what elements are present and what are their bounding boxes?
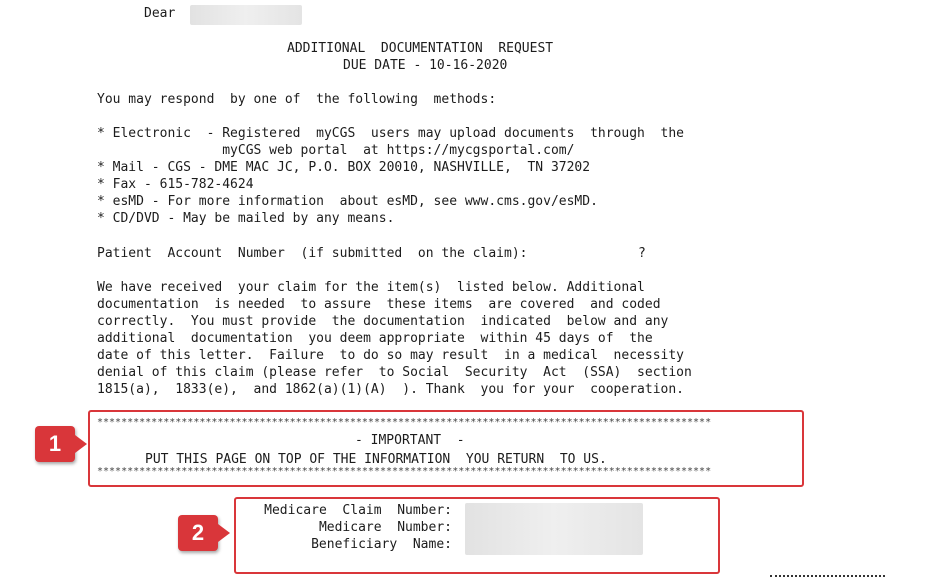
method-line: * Mail - CGS - DME MAC JC, P.O. BOX 20010, NASHVILLE, TN 37202	[97, 160, 591, 175]
beneficiary-name-label: Beneficiary Name:	[311, 537, 452, 552]
method-line: * esMD - For more information about esMD, see www.cms.gov/esMD.	[97, 194, 598, 209]
redacted-recipient-name	[190, 5, 302, 25]
body-paragraph	[97, 279, 692, 398]
patient-account-label: Patient Account Number (if submitted on the claim):	[97, 246, 528, 261]
body-line: date of this letter. Failure to do so may result in a medical necessity	[97, 348, 684, 363]
medicare-claim-number-label: Medicare Claim Number:	[264, 503, 452, 518]
methods-list	[97, 125, 684, 227]
body-line: We have received your claim for the item(s) listed below. Additional	[97, 280, 645, 295]
method-line: * CD/DVD - May be mailed by any means.	[97, 211, 395, 226]
body-line: documentation is needed to assure these items are covered and coded	[97, 297, 661, 312]
important-instruction: PUT THIS PAGE ON TOP OF THE INFORMATION YOU RETURN TO US.	[145, 452, 607, 467]
body-line: denial of this claim (please refer to Social Security Act (SSA) section	[97, 365, 692, 380]
medicare-number-label: Medicare Number:	[318, 520, 452, 535]
stars-divider-bottom: ******************************************************************************************************	[97, 467, 712, 477]
callout-badge-1: 1	[35, 426, 75, 462]
important-highlight-box	[88, 410, 804, 487]
callout-badge-2: 2	[178, 515, 218, 551]
salutation: Dear	[144, 6, 176, 21]
beneficiary-highlight-box	[234, 497, 720, 574]
body-line: additional documentation you deem appropriate within 45 days of the	[97, 331, 653, 346]
important-label: - IMPORTANT -	[355, 433, 465, 448]
body-line: correctly. You must provide the documentation indicated below and any	[97, 314, 669, 329]
patient-account-value: ?	[638, 246, 646, 261]
method-line: * Fax - 615-782-4624	[97, 177, 254, 192]
stars-divider-top: ******************************************************************************************************	[97, 418, 712, 428]
document-title: ADDITIONAL DOCUMENTATION REQUEST	[287, 41, 554, 56]
due-date: DUE DATE - 10-16-2020	[343, 58, 508, 73]
body-line: 1815(a), 1833(e), and 1862(a)(1)(A) ). Thank you for your cooperation.	[97, 382, 684, 397]
methods-intro: You may respond by one of the following methods:	[97, 92, 497, 107]
method-line: * Electronic - Registered myCGS users may upload documents through the	[97, 126, 684, 141]
method-line: myCGS web portal at https://mycgsportal.com/	[97, 143, 575, 158]
dotted-divider	[770, 575, 885, 577]
